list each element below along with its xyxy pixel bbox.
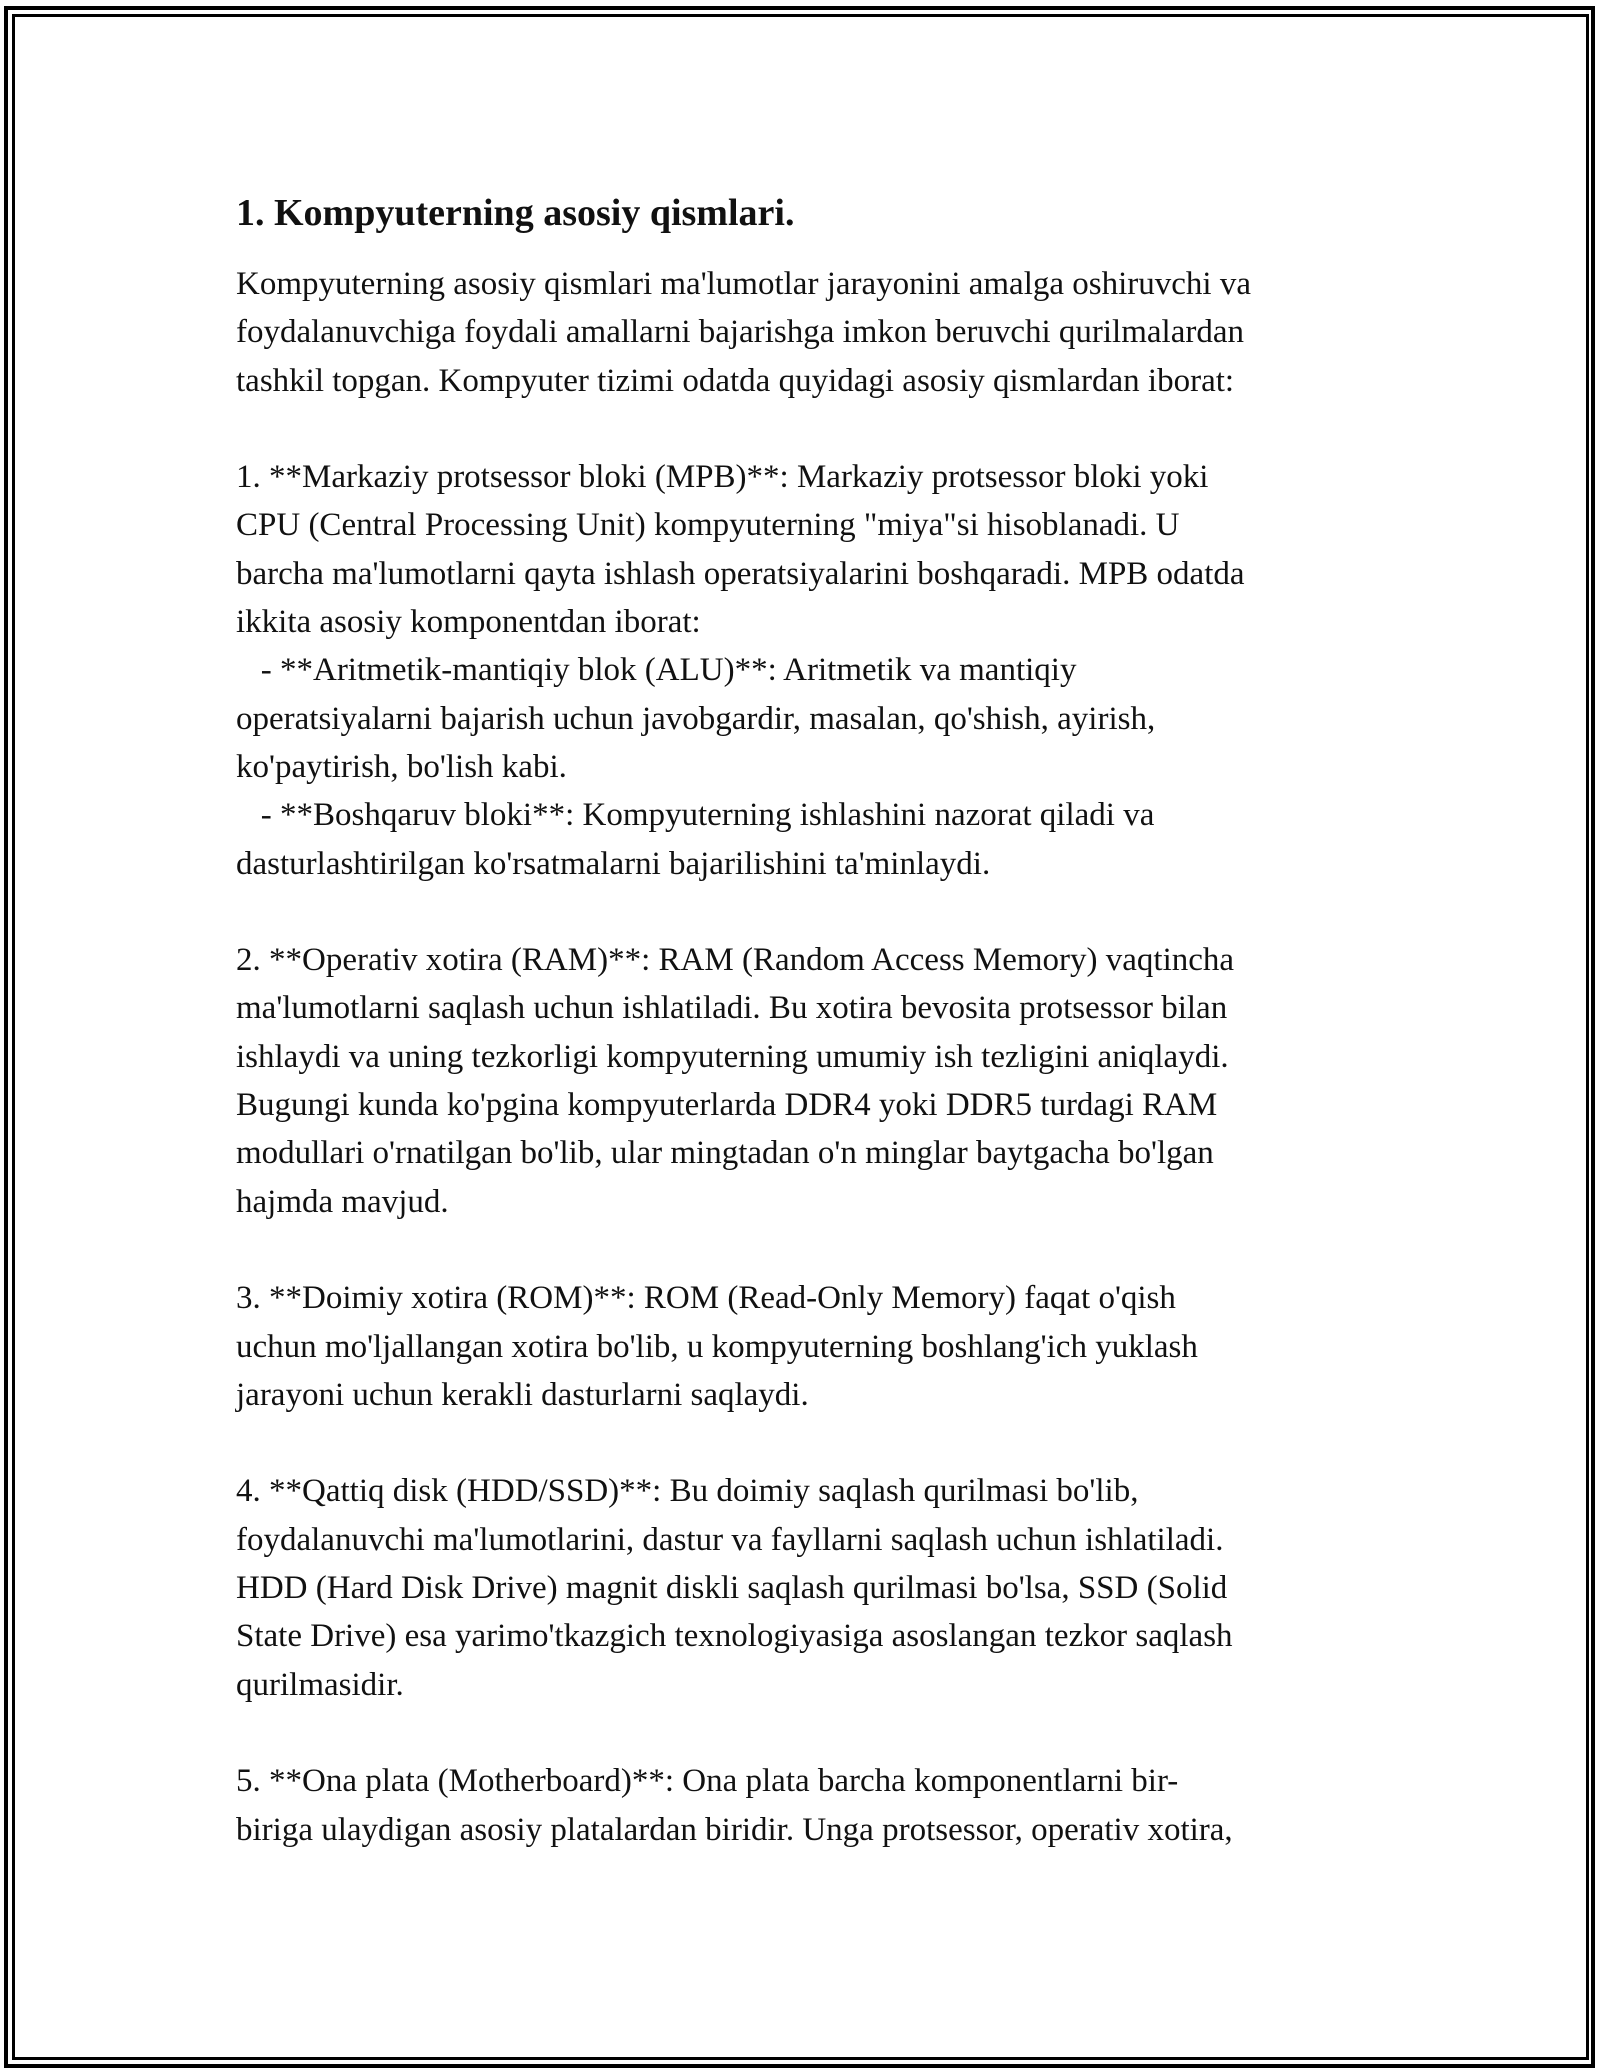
text-line: biriga ulaydigan asosiy platalardan biridir. Unga protsessor, operativ xotira,	[236, 1811, 1233, 1848]
text-line: State Drive) esa yarimo'tkazgich texnologiyasiga asoslangan tezkor saqlash	[236, 1618, 1233, 1655]
text-line: dasturlashtirilgan ko'rsatmalarni bajarilishini ta'minlaydi.	[236, 845, 991, 882]
text-line: tashkil topgan. Kompyuter tizimi odatda quyidagi asosiy qismlardan iborat:	[236, 362, 1235, 399]
paragraph-spacer	[236, 888, 1386, 936]
text-line: HDD (Hard Disk Drive) magnit diskli saqlash qurilmasi bo'lsa, SSD (Solid	[236, 1570, 1228, 1607]
text-line: barcha ma'lumotlarni qayta ishlash operatsiyalarini boshqaradi. MPB odatda	[236, 555, 1245, 592]
paragraph-intro	[236, 260, 1386, 405]
paragraph-spacer	[236, 1709, 1386, 1757]
text-line: ko'paytirish, bo'lish kabi.	[236, 748, 567, 785]
text-line: 5. **Ona plata (Motherboard)**: Ona plata barcha komponentlarni bir-	[236, 1763, 1179, 1800]
text-line: ikkita asosiy komponentdan iborat:	[236, 604, 701, 641]
text-line: - **Boshqaruv bloki**: Kompyuterning ishlashini nazorat qiladi va	[236, 797, 1155, 834]
section-heading: 1. Kompyuterning asosiy qismlari.	[236, 192, 795, 234]
text-line: ishlaydi va uning tezkorligi kompyuterning umumiy ish tezligini aniqlaydi.	[236, 1038, 1229, 1075]
text-line: Kompyuterning asosiy qismlari ma'lumotlar jarayonini amalga oshiruvchi va	[236, 266, 1251, 302]
paragraph-item-motherboard	[236, 1757, 1386, 1854]
text-line: Bugungi kunda ko'pgina kompyuterlarda DDR4 yoki DDR5 turdagi RAM	[236, 1087, 1218, 1124]
paragraph-item-cpu	[236, 453, 1386, 888]
text-line: operatsiyalarni bajarish uchun javobgardir, masalan, qo'shish, ayirish,	[236, 700, 1156, 737]
text-line: foydalanuvchiga foydali amallarni bajarishga imkon beruvchi qurilmalardan	[236, 314, 1244, 351]
text-line: 3. **Doimiy xotira (ROM)**: ROM (Read-Only Memory) faqat o'qish	[236, 1280, 1176, 1317]
paragraph-item-ram	[236, 936, 1386, 1226]
text-line: 2. **Operativ xotira (RAM)**: RAM (Random Access Memory) vaqtincha	[236, 942, 1235, 979]
text-line: CPU (Central Processing Unit) kompyuterning "miya"si hisoblanadi. U	[236, 507, 1180, 544]
text-line: ma'lumotlarni saqlash uchun ishlatiladi. Bu xotira bevosita protsessor bilan	[236, 990, 1228, 1027]
text-line: - **Aritmetik-mantiqiy blok (ALU)**: Aritmetik va mantiqiy	[236, 652, 1077, 689]
text-line: qurilmasidir.	[236, 1666, 404, 1703]
text-line: modullari o'rnatilgan bo'lib, ular mingtadan o'n minglar baytgacha bo'lgan	[236, 1135, 1214, 1172]
text-line: hajmda mavjud.	[236, 1183, 449, 1220]
paragraph-spacer	[236, 405, 1386, 453]
text-line: foydalanuvchi ma'lumotlarini, dastur va fayllarni saqlash uchun ishlatiladi.	[236, 1521, 1224, 1558]
paragraph-spacer	[236, 1419, 1386, 1467]
text-line: jarayoni uchun kerakli dasturlarni saqlaydi.	[236, 1376, 809, 1413]
paragraph-spacer	[236, 1226, 1386, 1274]
text-line: 4. **Qattiq disk (HDD/SSD)**: Bu doimiy saqlash qurilmasi bo'lib,	[236, 1473, 1139, 1510]
document-body	[236, 186, 1386, 1854]
paragraph-item-rom	[236, 1274, 1386, 1419]
text-line: uchun mo'ljallangan xotira bo'lib, u kompyuterning boshlang'ich yuklash	[236, 1328, 1198, 1365]
text-line: 1. **Markaziy protsessor bloki (MPB)**: Markaziy protsessor bloki yoki	[236, 459, 1209, 496]
paragraph-item-disk	[236, 1467, 1386, 1708]
